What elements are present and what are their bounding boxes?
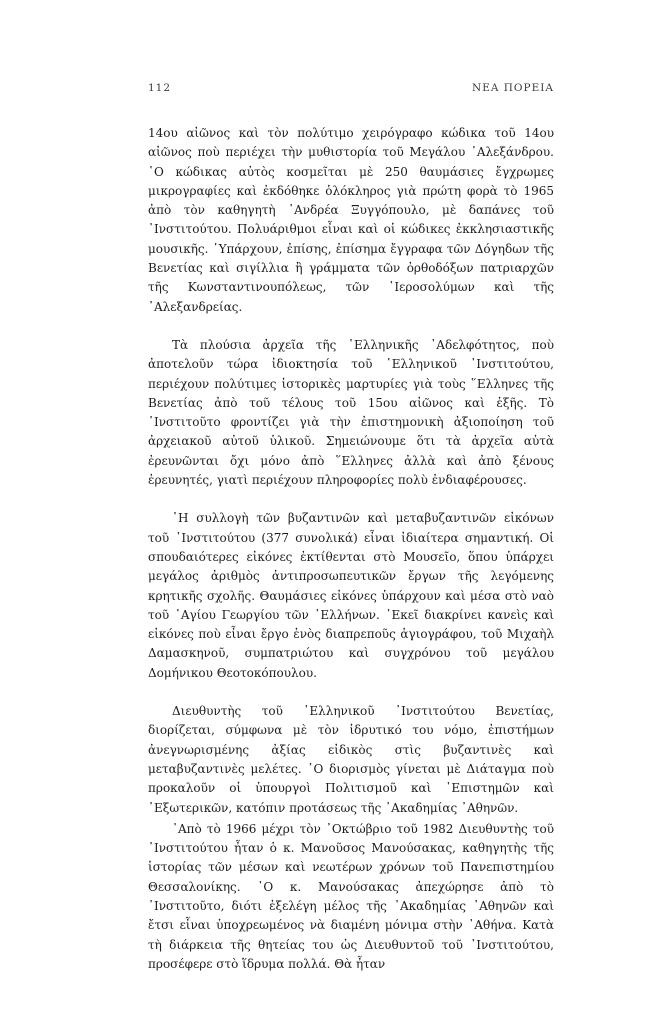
body-text (148, 124, 554, 974)
paragraph-director: Διευθυντὴς τοῦ ῾Ελληνικοῦ ᾿Ινστιτούτου Βενετίας, διορίζεται, σύμφωνα μὲ τὸν ἱδρυτικό του νόμο, ἐπιστήμων ἀνεγνωρισμένης ἀξίας εἰδικὸς στὶς βυζαντινὲς καὶ μεταβυζαντινὲς μελέτες. ῾Ο διορισμὸς γίνεται μὲ Διάταγμα ποὺ προκαλοῦν οἱ ὑπουργοὶ Πολιτισμοῦ καὶ ᾿Επιστημῶν καὶ ᾿Εξωτερικῶν, κατόπιν προτάσεως τῆς ᾿Ακαδημίας ᾿Αθηνῶν. (148, 704, 554, 815)
page-number: 112 (148, 82, 172, 94)
running-header (148, 82, 554, 94)
running-title: ΝΕΑ ΠΟΡΕΙΑ (472, 82, 554, 94)
paragraph-archives: Τὰ πλούσια ἀρχεῖα τῆς ῾Ελληνικῆς ᾿Αδελφότητος, ποὺ ἀποτελοῦν τώρα ἰδιοκτησία τοῦ ῾Ελληνικοῦ ᾿Ινστιτούτου, περιέχουν πολύτιμες ἱστορικὲς μαρτυρίες γιὰ τοὺς ῞Ελληνες τῆς Βενετίας ἀπὸ τοῦ τέλους τοῦ 15ου αἰῶνος καὶ ἑξῆς. Τὸ ᾿Ινστιτοῦτο φροντίζει γιὰ τὴν ἐπιστημονικὴ ἀξιοποίηση τοῦ ἀρχειακοῦ αὐτοῦ ὑλικοῦ. Σημειώνουμε ὅτι τὰ ἀρχεῖα αὐτὰ ἐρευνῶνται ὄχι μόνο ἀπὸ ῞Ελληνες ἀλλὰ καὶ ἀπὸ ξένους ἐρευνητές, γιατὶ περιέχουν πληροφορίες πολὺ ἐνδιαφέρουσες. (148, 337, 554, 488)
paragraph-icons: ῾Η συλλογὴ τῶν βυζαντινῶν καὶ μεταβυζαντινῶν εἰκόνων τοῦ ᾿Ινστιτούτου (377 συνολικά) εἶναι ἰδιαίτερα σημαντική. Οἱ σπουδαιότερες εἰκόνες ἐκτίθενται στὸ Μουσεῖο, ὅπου ὑπάρχει μεγάλος ἀριθμὸς ἀντιπροσωπευτικῶν ἔργων τῆς λεγόμενης κρητικῆς σχολῆς. Θαυμάσιες εἰκόνες ὑπάρχουν καὶ μέσα στὸ ναὸ τοῦ ῾Αγίου Γεωργίου τῶν ῾Ελλήνων. ᾿Εκεῖ διακρίνει κανεὶς καὶ εἰκόνες ποὺ εἶναι ἔργο ἑνὸς διαπρεποῦς ἁγιογράφου, τοῦ Μιχαὴλ Δαμασκηνοῦ, συμπατριώτου καὶ συγχρόνου τοῦ μεγάλου Δομήνικου Θεοτοκόπουλου. (148, 511, 554, 680)
paragraph-history: ᾿Απὸ τὸ 1966 μέχρι τὸν ᾿Οκτώβριο τοῦ 1982 Διευθυντὴς τοῦ ᾿Ινστιτούτου ἦταν ὁ κ. Μανοῦσος Μανούσακας, καθηγητὴς τῆς ἱστορίας τῶν μέσων καὶ νεωτέρων χρόνων τοῦ Πανεπιστημίου Θεσσαλονίκης. ῾Ο κ. Μανούσακας ἀπεχώρησε ἀπὸ τὸ ᾿Ινστιτοῦτο, διότι ἐξελέγη μέλος τῆς ᾿Ακαδημίας ᾿Αθηνῶν καὶ ἔτσι εἶναι ὑποχρεωμένος νὰ διαμένη μόνιμα στὴν ᾿Αθήνα. Κατὰ τὴ διάρκεια τῆς θητείας του ὡς Διευθυντοῦ τοῦ ᾿Ινστιτούτου, προσέφερε στὸ ἵδρυμα πολλά. Θὰ ἦταν (148, 821, 554, 971)
paragraph-continuation: 14ου αἰῶνος καὶ τὸν πολύτιμο χειρόγραφο κώδικα τοῦ 14ου αἰῶνος ποὺ περιέχει τὴν μυθιστορία τοῦ Μεγάλου ᾿Αλεξάνδρου. ῾Ο κώδικας αὐτὸς κοσμεῖται μὲ 250 θαυμάσιες ἔγχρωμες μικρογραφίες καὶ ἐκδόθηκε ὁλόκληρος γιὰ πρώτη φορὰ τὸ 1965 ἀπὸ τὸν καθηγητὴ ᾿Ανδρέα Ξυγγόπουλο, μὲ δαπάνες τοῦ ᾿Ινστιτούτου. Πολυάριθμοι εἶναι καὶ οἱ κώδικες ἐκκλησιαστικῆς μουσικῆς. ῾Υπάρχουν, ἐπίσης, ἐπίσημα ἔγγραφα τῶν Δόγηδων τῆς Βενετίας καὶ σιγίλλια ἢ γράμματα τῶν ὀρθοδόξων πατριαρχῶν τῆς Κωνσταντινουπόλεως, τῶν ῾Ιεροσολύμων καὶ τῆς ᾿Αλεξανδρείας. (148, 126, 554, 314)
